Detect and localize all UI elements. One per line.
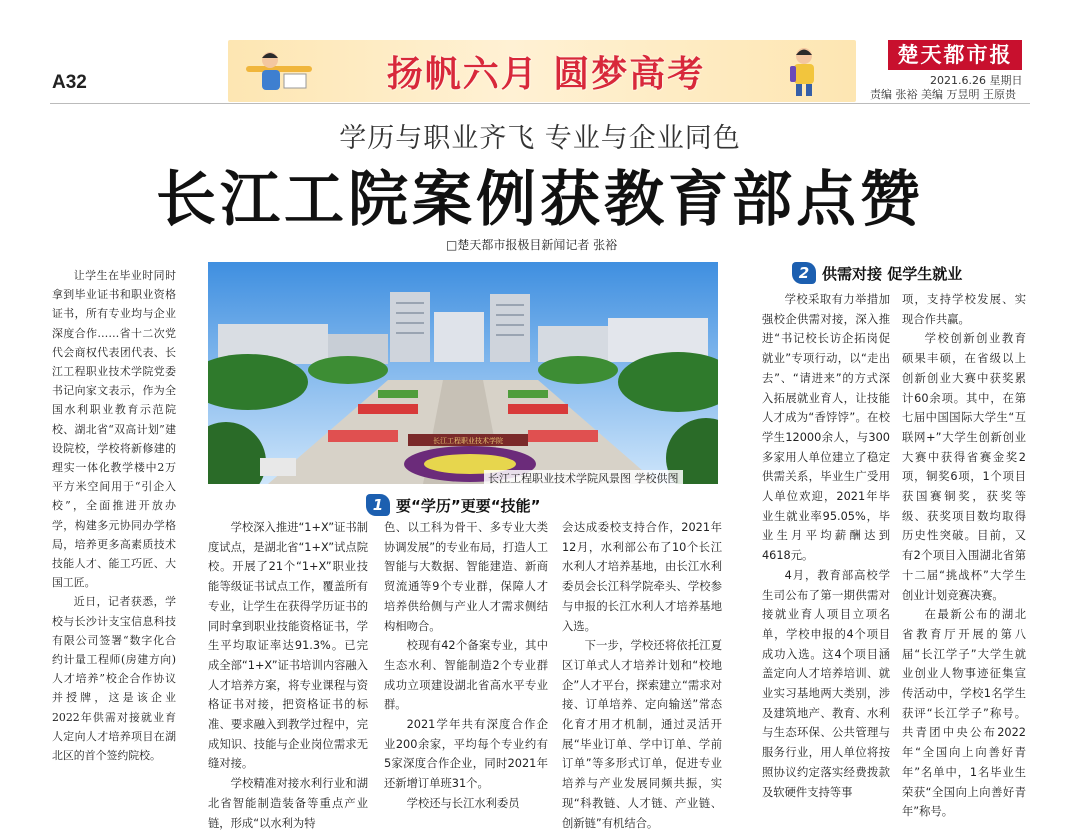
section-1-column-3 — [562, 518, 722, 833]
section-1-header — [366, 494, 540, 516]
intro-paragraph: 让学生在毕业时同时拿到毕业证书和职业资格证书，所有专业均与企业深度合作……省十二次党代会商权代表团代表、长江工程职业技术学院党委书记向家文表示，作为全国水利职业教育示范院校、湖北省“双高计划”建设院校，学校将新修建的理实一体化教学楼中2万平方米空间用于“引企入校”，全面推进开放办学，构建多元协同办学格局，培养更多高素质技术技能人才、能工巧匠、大国工匠。 — [52, 269, 176, 590]
issue-date: 2021.6.26 星期日 — [930, 74, 1023, 87]
body-paragraph: 4月，教育部高校学生司公布了第一期供需对接就业育人项目立项名单，学校申报的4个项目成功入选。这4个项目涵盖定向人才培养培训、就业实习基地两大类别，涉及建筑地产、教育、水利与生态环保、公共管理与服务行业，用人单位将按照协议约定落实经费拨款及软硬件支持等事 — [762, 568, 890, 799]
body-paragraph: 下一步，学校还将依托江夏区订单式人才培养计划和“校地企”人才平台，探索建立“需求对接、订单培养、定向输送”常态化育才用才机制，通过灵活开展“毕业订单、学中订单、学前订单”等多形式订单，促进专业培养与产业发展同频共振，实现“科教链、人才链、产业链、创新链”有机结合。 — [562, 639, 722, 830]
intro-paragraph: 近日，记者获悉，学校与长沙计支宝信息科技有限公司签署“数字化合约计量工程师(房建方向)人才培养”校企合作协议并授牌，这是该企业2022年供需对接就业育人定向人才培养项目在湖北区的首个签约院校。 — [52, 595, 176, 763]
body-paragraph: 校现有42个备案专业，其中生态水利、智能制造2个专业群成功立项建设湖北省高水平专业群。 — [384, 639, 548, 712]
section-1-column-2 — [384, 518, 548, 814]
photo-caption: 长江工程职业技术学院风景图 学校供图 — [484, 470, 683, 486]
page-number: A32 — [52, 72, 87, 93]
body-paragraph: 学校采取有力举措加强校企供需对接，深入推进“书记校长访企拓岗促就业”专项行动，以“走出去”、“请进来”的方式深入拓展就业育人，让技能人才成为“香饽饽”。在校学生12000余人，与300多家用人单位建立了稳定供需关系，毕业生广受用人单位欢迎，2021年毕业生就业率95.05%，毕业生月平均薪酬达到4618元。 — [762, 293, 890, 563]
header-divider — [50, 103, 1030, 104]
article-subtitle: 学历与职业齐飞 专业与企业同色 — [339, 123, 741, 154]
banner-slogan: 扬帆六月 圆梦高考 — [386, 54, 706, 95]
section-2-column-2 — [902, 290, 1026, 822]
campaign-banner — [228, 40, 856, 102]
student-illustration-right — [782, 46, 826, 98]
section-2-badge: 2 — [792, 262, 816, 284]
section-2-title: 供需对接 促学生就业 — [822, 264, 963, 283]
body-paragraph: 在最新公布的湖北省教育厅开展的第八届“长江学子”大学生就业创业人物事迹征集宣传活动中，学校1名学生获评“长江学子”称号。共青团中央公布2022年“全国向上向善好青年”名单中，1名毕业生荣获“全国向上向善好青年”称号。 — [902, 608, 1026, 819]
section-1-badge: 1 — [366, 494, 390, 516]
section-1-column-1 — [208, 518, 368, 833]
section-1-title: 要“学历”更要“技能” — [396, 496, 541, 515]
article-byline: □楚天都市报极目新闻记者 张裕 — [446, 238, 618, 252]
student-illustration-left — [244, 48, 314, 96]
body-paragraph: 2021学年共有深度合作企业200余家，平均每个专业约有5家深度合作企业，同时2021年还新增订单班31个。 — [384, 718, 548, 791]
body-paragraph: 学校创新创业教育硕果丰硕，在省级以上创新创业大赛中获奖累计60余项。其中，在第七届中国国际大学生“互联网+”大学生创新创业大赛中获得省赛金奖2项，铜奖6项，1个项目获国赛铜奖，获奖等级、获奖项目数均取得历史性突破。目前，又有2个项目入围湖北省第十二届“挑战杯”大学生创业计划竞赛决赛。 — [902, 332, 1026, 602]
article-headline: 长江工院案例获教育部点赞 — [156, 165, 924, 235]
editor-credits: 责编 张裕 美编 万昱明 王原贵 — [870, 88, 1016, 101]
intro-column — [52, 266, 176, 765]
body-paragraph: 学校精准对接水利行业和湖北省智能制造装备等重点产业链，形成“以水利为特 — [208, 777, 368, 830]
campus-sign: 长江工程职业技术学院 — [433, 437, 503, 445]
section-2-header — [792, 262, 962, 284]
body-paragraph: 学校深入推进“1+X”证书制度试点，是湖北省“1+X”试点院校。开展了21个“1+X”职业技能等级证书试点工作，覆盖所有专业，让学生在获得学历证书的同时拿到职业技能资格证书，学生平均取证率达91.3%。已完成全部“1+X”证书培训内容融入人才培养方案，将专业课程与资格证书对接，把资格证书的标准、要求融入到教学过程中，完成知识、技能与企业岗位需求无缝对接。 — [208, 521, 368, 771]
body-paragraph: 项，支持学校发展、实现合作共赢。 — [902, 293, 1026, 326]
body-paragraph: 学校还与长江水利委员 — [406, 796, 520, 810]
campus-photo — [208, 262, 718, 484]
section-2-column-1 — [762, 290, 890, 802]
body-paragraph: 会达成委校支持合作，2021年12月，水利部公布了10个长江水利人才培养基地，由长江水利委员会长江科学院牵头、学校参与申报的长江水利人才培养基地入选。 — [562, 521, 722, 633]
body-paragraph: 色、以工科为骨干、多专业大类协调发展”的专业布局，打造人工智能与大数据、智能建造、新商贸流通等9个专业群，保障人才培养供给侧与产业人才需求侧结构相吻合。 — [384, 521, 549, 633]
newspaper-masthead: 楚天都市报 — [888, 40, 1022, 70]
